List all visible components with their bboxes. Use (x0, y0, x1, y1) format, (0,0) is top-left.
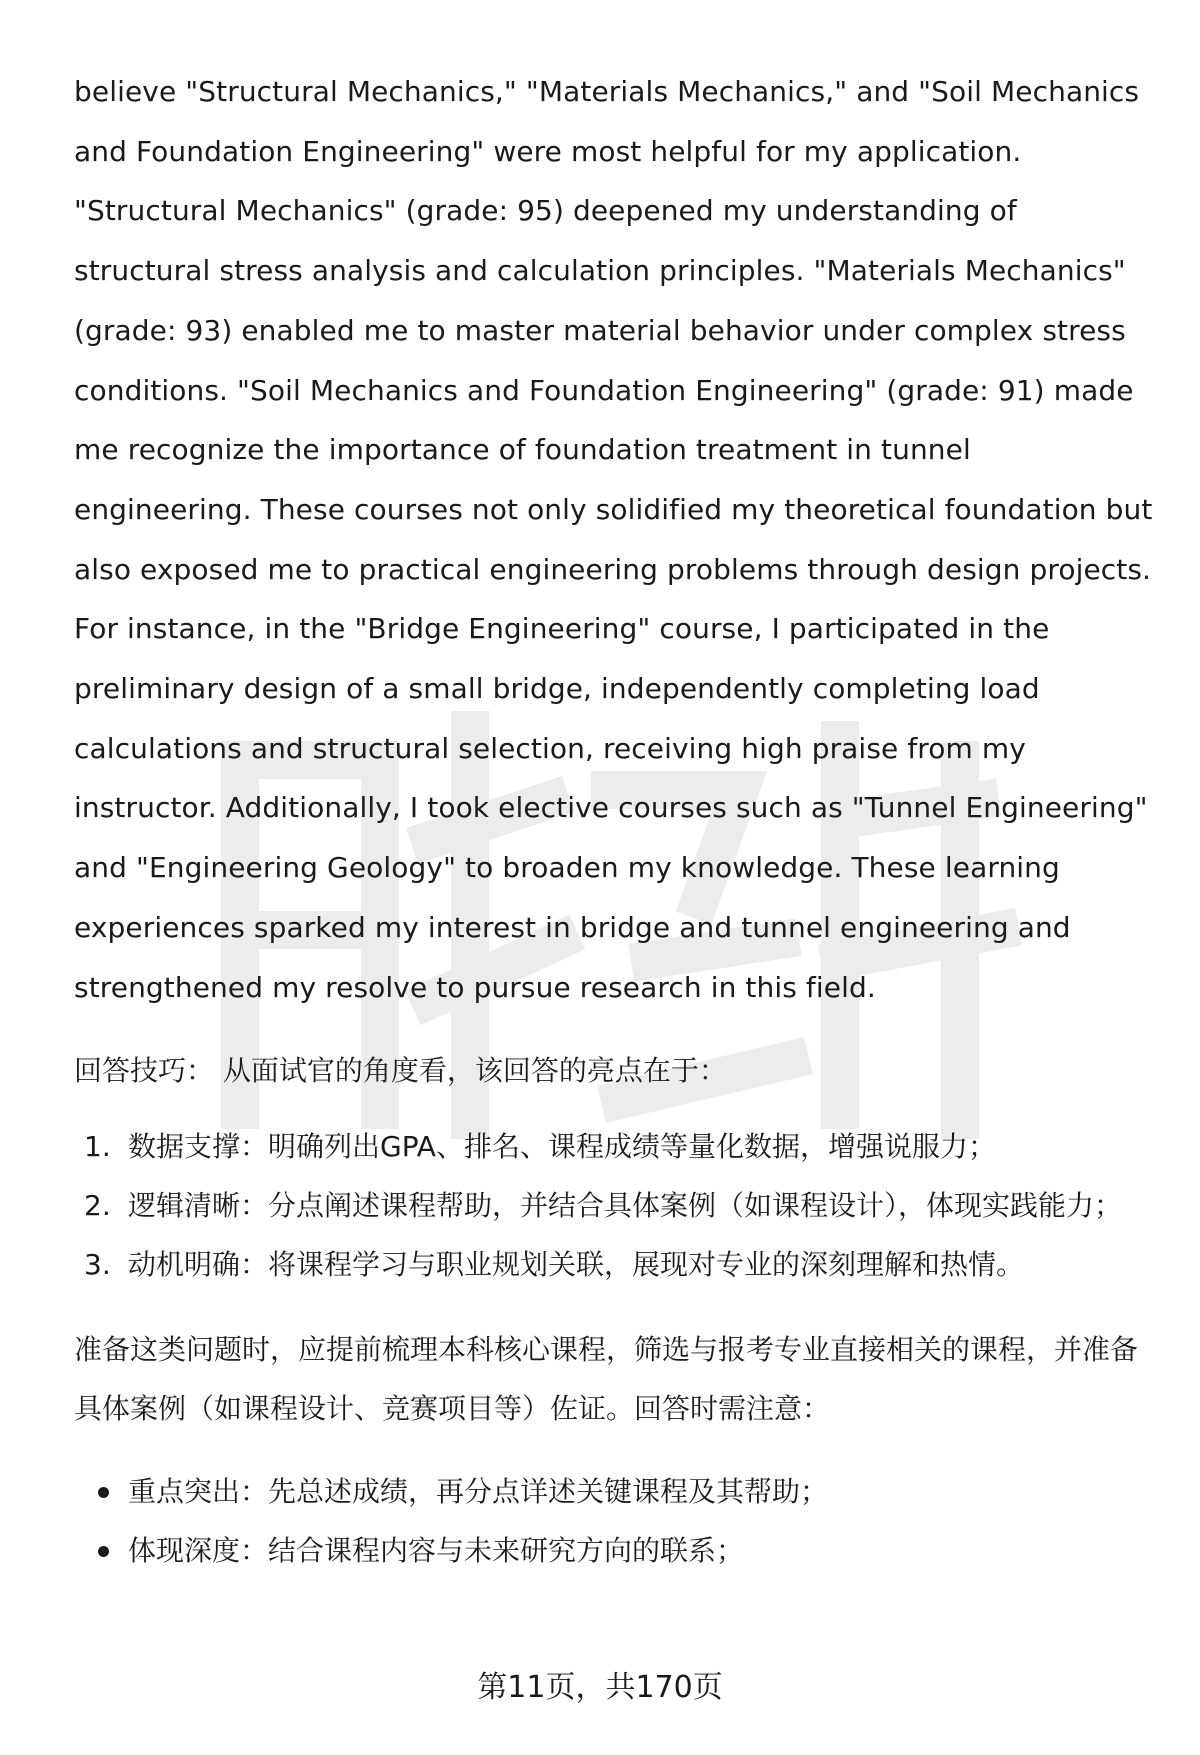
page-number-footer: 第11页，共170页 (477, 1670, 723, 1705)
document-page (74, 62, 1154, 1580)
body-paragraph: believe "Structural Mechanics," "Materials Mechanics," and "Soil Mechanics and Foundation Engineering" were most helpful for my application. "Structural Mechanics" (grade: 95) deepened my understanding of structural stress analysis and calculation principles. "Materials Mechanics" (grade: 93) enabled me to master material behavior under complex stress conditions. "Soil Mechanics and Foundation Engineering" (grade: 91) made me recognize the importance of foundation treatment in tunnel engineering. These courses not only solidified my theoretical foundation but also exposed me to practical engineering problems through design projects. For instance, in the "Bridge Engineering" course, I participated in the preliminary design of a small bridge, independently completing load calculations and structural selection, receiving high praise from my instructor. Additionally, I took elective courses such as "Tunnel Engineering" and "Engineering Geology" to broaden my knowledge. These learning experiences sparked my interest in bridge and tunnel engineering and strengthened my resolve to pursue research in this field. (74, 75, 1153, 1004)
bullet-list (74, 1462, 1154, 1580)
list-number: 1. (84, 1130, 111, 1164)
list-item-text: 动机明确：将课程学习与职业规划关联，展现对专业的深刻理解和热情。 (128, 1248, 1025, 1282)
bullet-icon (98, 1546, 109, 1557)
list-item-text: 体现深度：结合课程内容与未来研究方向的联系； (128, 1534, 745, 1568)
list-item (74, 1462, 1154, 1521)
bullet-icon (98, 1487, 109, 1498)
list-item (74, 1117, 1154, 1176)
list-item (74, 1235, 1154, 1294)
list-number: 3. (84, 1248, 111, 1282)
list-item (74, 1521, 1154, 1580)
list-item-text: 数据支撑：明确列出GPA、排名、课程成绩等量化数据，增强说服力； (128, 1130, 996, 1164)
list-item-text: 逻辑清晰：分点阐述课程帮助，并结合具体案例（如课程设计），体现实践能力； (128, 1189, 1123, 1223)
prep-paragraph: 准备这类问题时，应提前梳理本科核心课程，筛选与报考专业直接相关的课程，并准备具体案例（如课程设计、竞赛项目等）佐证。回答时需注意： (74, 1333, 1139, 1426)
list-number: 2. (84, 1189, 111, 1223)
tip-heading: 回答技巧： 从面试官的角度看，该回答的亮点在于： (74, 1054, 727, 1088)
list-item (74, 1176, 1154, 1235)
numbered-list (74, 1117, 1154, 1294)
list-item-text: 重点突出：先总述成绩，再分点详述关键课程及其帮助； (128, 1475, 829, 1509)
